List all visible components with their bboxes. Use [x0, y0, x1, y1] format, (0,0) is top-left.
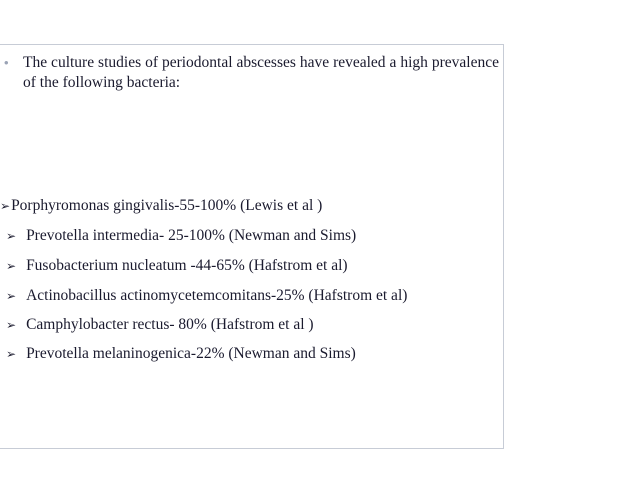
arrow-bullet-icon: ➢ — [6, 259, 17, 273]
list-item-text: Porphyromonas gingivalis-55-100% (Lewis et al ) — [11, 197, 323, 214]
intro-paragraph — [4, 53, 499, 93]
slide-content-frame — [0, 44, 504, 449]
list-item — [0, 196, 322, 216]
arrow-bullet-icon: ➢ — [6, 229, 17, 243]
arrow-bullet-icon: ➢ — [6, 289, 17, 303]
list-item — [0, 344, 356, 364]
list-item — [0, 315, 314, 335]
arrow-bullet-icon: ➢ — [6, 347, 17, 361]
list-item — [0, 286, 407, 306]
intro-text: The culture studies of periodontal abscesses have revealed a high prevalence of the following bacteria: — [23, 54, 499, 91]
list-item-text: Actinobacillus actinomycetemcomitans-25% (Hafstrom et al) — [26, 287, 408, 304]
arrow-bullet-icon: ➢ — [0, 199, 11, 213]
list-item-text: Prevotella intermedia- 25-100% (Newman and Sims) — [26, 227, 357, 244]
arrow-bullet-icon: ➢ — [6, 318, 17, 332]
list-item-text: Fusobacterium nucleatum -44-65% (Hafstrom et al) — [26, 257, 348, 274]
list-item-text: Camphylobacter rectus- 80% (Hafstrom et al ) — [26, 316, 314, 333]
bullet-dot-icon: • — [4, 55, 9, 70]
list-item — [0, 256, 348, 276]
list-item-text: Prevotella melaninogenica-22% (Newman and Sims) — [26, 345, 356, 362]
list-item — [0, 226, 356, 246]
